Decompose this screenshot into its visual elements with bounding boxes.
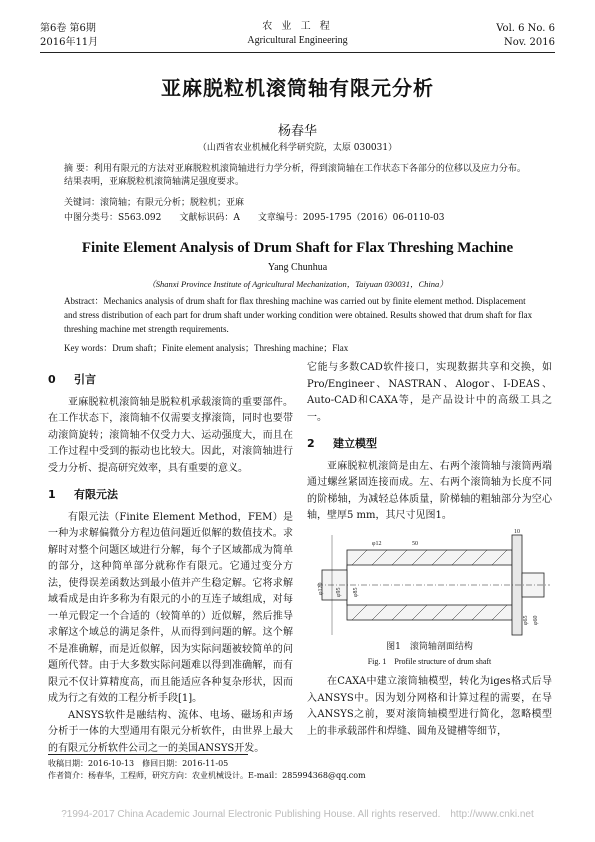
figure-caption-en: Fig. 1 Profile structure of drum shaft: [367, 657, 492, 666]
section-heading-0: [48, 372, 293, 389]
paper-title-en: Finite Element Analysis of Drum Shaft for Flax Threshing Machine: [81, 240, 514, 256]
abstract-en: Abstract：Mechanics analysis of drum shaft for flax threshing machine was carried out by finite element method. Displacement and stress distribution of each part for drum shaft under working condition were obtained. Results showed that drum shaft for flax threshing machine met strength requirements.: [64, 296, 533, 334]
section-number: 1: [48, 488, 56, 501]
keywords-en: Key words：Drum shaft；Finite element analysis；Threshing machine；Flax: [64, 343, 349, 353]
dim-label: φ12: [372, 541, 382, 547]
issue-date: 2016年11月: [40, 37, 99, 48]
abstract-cn: 摘 要：利用有限元的方法对亚麻脱粒机滚筒轴进行力学分析，得到滚筒轴在工作状态下各部分的位移以及应力分布。结果表明，亚麻脱粒机滚筒轴满足强度要求。: [64, 164, 526, 187]
classification-line: 中图分类号：S563.092 文献标识码：A 文章编号：2095-1795（2016）06-0110-03: [64, 213, 445, 223]
affiliation-cn: （山西省农业机械化科学研究院，太原 030031）: [197, 143, 398, 153]
issue-date-en: Nov. 2016: [503, 37, 555, 48]
author-cn: 杨春华: [277, 124, 317, 139]
journal-name-en: Agricultural Engineering: [247, 35, 348, 46]
footnote-received: 收稿日期：2016-10-13 修回日期：2016-11-05: [48, 759, 229, 768]
paragraph: 它能与多数CAD软件接口，实现数据共享和交换，如Pro/Engineer、NASTRAN、Alogor、I-DEAS、Auto-CAD和CAXA等，是产品设计中的高级工具之一。: [307, 362, 552, 423]
paragraph: 亚麻脱粒机滚筒是由左、右两个滚筒轴与滚筒两端通过螺丝紧固连接而成。左、右两个滚筒轴为长度不同的阶梯轴，为减轻总体质量，阶梯轴的粗轴部分为空心轴，壁厚5 mm，其尺寸见图1。: [307, 460, 552, 521]
dim-label: φ65: [523, 615, 529, 625]
section-title: 有限元法: [74, 488, 118, 501]
left-column: [48, 372, 293, 757]
dim-label: 10: [514, 529, 520, 535]
footnote-author-bio: 作者简介：杨春华，工程师，研究方向：农业机械设计。E-mail：285994368@qq.com: [48, 771, 366, 780]
dim-label: φ95: [336, 587, 342, 597]
right-column: [307, 360, 552, 525]
copyright-bar: ?1994-2017 China Academic Journal Electronic Publishing House. All rights reserved. http://www.cnki.net: [61, 809, 534, 820]
journal-volume-en: [496, 22, 555, 50]
shaft-outline: [317, 535, 550, 635]
section-title: 建立模型: [333, 437, 377, 450]
paragraph: ANSYS软件是融结构、流体、电场、磁场和声场分析于一体的大型通用有限元分析软件，由世界上最大的有限元分析软件公司之一的美国ANSYS开发。: [48, 709, 293, 754]
dim-label: φ120: [318, 582, 324, 595]
keywords-cn: 关键词：滚筒轴；有限元分析；脱粒机；亚麻: [64, 198, 245, 208]
paper-title-cn: 亚麻脱粒机滚筒轴有限元分析: [161, 76, 434, 100]
journal-name-cn: 农 业 工 程: [262, 21, 333, 32]
section-heading-2: [307, 436, 552, 453]
section-number: 2: [307, 437, 315, 450]
volume-issue: 第6卷 第6期: [40, 23, 96, 34]
dim-label: 50: [412, 541, 418, 547]
paragraph: 亚麻脱粒机滚筒轴是脱粒机承载滚筒的重要部件。在工作状态下，滚筒轴不仅需要支撑滚筒，同时也要带动滚筒旋转；滚筒轴不仅受力大、运动强度大，而且在工作过程中受到的振动也比较大。因此，对滚筒轴进行受力分析、提高研究效率，具有重要的意义。: [48, 396, 293, 474]
dim-label: φ85: [353, 587, 359, 597]
header-rule: [40, 52, 555, 53]
section-number: 0: [48, 373, 56, 386]
dim-label: φ60: [533, 615, 539, 625]
footnote-rule: [48, 754, 248, 755]
section-title: 引言: [74, 373, 96, 386]
volume-issue-en: Vol. 6 No. 6: [496, 23, 555, 34]
right-column-continued: [307, 674, 552, 740]
paragraph: 在CAXA中建立滚筒轴模型，转化为iges格式后导入ANSYS中。因为划分网格和计算过程的需要，在导入ANSYS之前，要对滚筒轴模型进行简化，忽略模型上的非承载部件和焊缝、圆角及键槽等细节，: [307, 676, 552, 737]
author-en: Yang Chunhua: [267, 262, 328, 273]
section-heading-1: [48, 487, 293, 504]
drum-shaft-profile-figure: [312, 525, 552, 645]
affiliation-en: （Shanxi Province Institute of Agricultural Mechanization，Taiyuan 030031，China）: [147, 279, 448, 289]
figure-caption-cn: 图1 滚筒轴剖面结构: [386, 642, 473, 652]
paragraph: 有限元法（Finite Element Method，FEM）是一种为求解偏微分方程边值问题近似解的数值技术。求解时对整个问题区域进行分解，每个子区域都成为简单的部分，这种简单部分就称作有限元。它通过变分方法，使得误差函数达到最小值并产生稳定解。它将求解域看成是由许多称为有限元的小的互连子域组成，对每一单元假定一个合适的（较简单的）近似解，然后推导求解这个域总的满足条件，从而得到问题的解。这个解不是准确解，而是近似解，因为实际问题被较简单的问题所代替。由于大多数实际问题难以得到准确解，而有限元不仅计算精度高，而且能适应各种复杂形状，因而成为行之有效的工程分析手段[1]。: [48, 511, 293, 704]
